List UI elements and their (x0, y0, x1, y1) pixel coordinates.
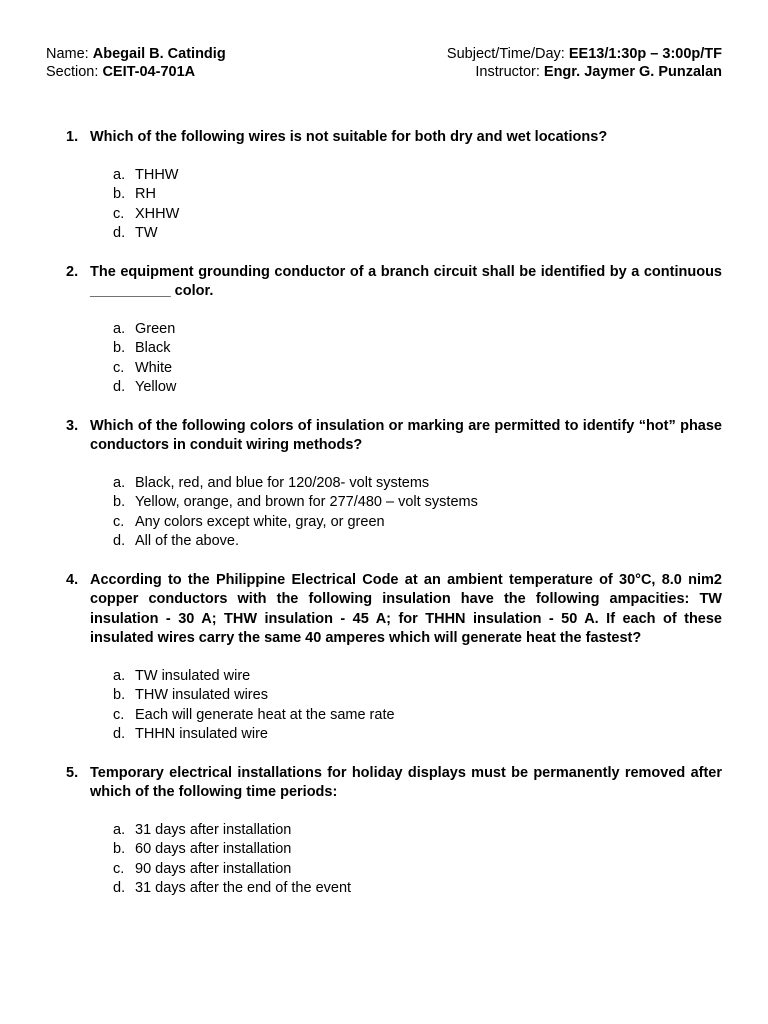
question-number: 4. (66, 571, 79, 588)
answer-option (113, 224, 722, 244)
answer-option (113, 339, 722, 359)
option-letter: b. (113, 186, 126, 202)
question-1 (66, 128, 722, 148)
answer-option (113, 378, 722, 398)
option-text: White (135, 359, 173, 376)
option-text: 60 days after installation (135, 841, 292, 857)
question-list (66, 128, 722, 918)
name-label: Name: (46, 46, 89, 62)
name-value: Abegail B. Catindig (92, 46, 226, 62)
section-label: Section: (46, 64, 99, 80)
option-text: Yellow (135, 379, 177, 395)
option-letter: a. (113, 320, 126, 337)
answer-option (113, 860, 722, 880)
option-letter: a. (113, 474, 126, 491)
answer-option (113, 840, 722, 860)
answer-option (113, 474, 722, 494)
answer-option (113, 185, 722, 205)
option-letter: c. (113, 513, 125, 530)
question-block-2 (66, 263, 722, 398)
option-letter: b. (113, 841, 126, 857)
option-letter: a. (113, 667, 126, 684)
answer-option (113, 821, 722, 841)
question-text: Temporary electrical installations for holiday displays must be permanently removed after which of the following time periods: (90, 764, 722, 800)
answer-option (113, 359, 722, 379)
question-number: 5. (66, 764, 79, 781)
answer-option (113, 532, 722, 552)
answer-options (113, 166, 722, 244)
question-text: According to the Philippine Electrical Code at an ambient temperature of 30°C, 8.0 nim2 copper conductors with the following insulation have the following ampacities: TW insulation - 30 A; THW insulation - 45 A; for THHN insulation - 50 A. If each of these insulated wires carry the same 40 amperes which will generate heat the fastest? (90, 571, 722, 646)
option-letter: d. (113, 726, 126, 742)
student-name (46, 45, 226, 63)
answer-option (113, 667, 722, 687)
option-letter: c. (113, 706, 125, 723)
option-text: THHW (135, 166, 179, 183)
option-letter: d. (113, 880, 126, 896)
question-5 (66, 764, 722, 803)
answer-option (113, 166, 722, 186)
question-text: Which of the following wires is not suitable for both dry and wet locations? (90, 129, 608, 145)
header-row-1 (46, 45, 722, 63)
answer-options (113, 667, 722, 745)
question-block-5 (66, 764, 722, 899)
option-letter: c. (113, 860, 125, 877)
option-text: Each will generate heat at the same rate (135, 706, 395, 723)
answer-options (113, 320, 722, 398)
question-number: 3. (66, 417, 79, 434)
option-text: THHN insulated wire (135, 726, 268, 742)
option-text: Yellow, orange, and brown for 277/480 – volt systems (135, 494, 478, 510)
option-letter: b. (113, 340, 126, 356)
option-text: 31 days after the end of the event (135, 880, 352, 896)
option-text: 31 days after installation (135, 821, 292, 838)
option-letter: c. (113, 359, 125, 376)
question-block-4 (66, 571, 722, 745)
answer-option (113, 706, 722, 726)
question-3 (66, 417, 722, 456)
question-number: 1. (66, 129, 79, 145)
instructor-value: Engr. Jaymer G. Punzalan (543, 64, 722, 80)
subject-value: EE13/1:30p – 3:00p/TF (568, 46, 722, 62)
question-block-1 (66, 128, 722, 244)
option-text: TW insulated wire (135, 667, 251, 684)
document-header (46, 45, 722, 81)
option-text: XHHW (135, 205, 180, 222)
answer-option (113, 513, 722, 533)
option-text: Green (135, 320, 176, 337)
option-text: Black, red, and blue for 120/208- volt systems (135, 474, 430, 491)
answer-options (113, 821, 722, 899)
question-2 (66, 263, 722, 302)
answer-options (113, 474, 722, 552)
question-text: The equipment grounding conductor of a branch circuit shall be identified by a continuous __________ color. (90, 263, 722, 299)
section-value: CEIT-04-701A (102, 64, 196, 80)
instructor-label: Instructor: (475, 64, 540, 80)
student-section (46, 63, 195, 81)
option-text: Any colors except white, gray, or green (135, 513, 385, 530)
answer-option (113, 725, 722, 745)
option-text: THW insulated wires (135, 687, 268, 703)
question-text: Which of the following colors of insulation or marking are permitted to identify “hot” phase conductors in conduit wiring methods? (90, 417, 722, 453)
option-letter: d. (113, 379, 126, 395)
answer-option (113, 879, 722, 899)
answer-option (113, 686, 722, 706)
option-text: All of the above. (135, 533, 239, 549)
option-text: Black (135, 340, 171, 356)
option-letter: a. (113, 166, 126, 183)
question-number: 2. (66, 263, 79, 280)
option-letter: d. (113, 533, 126, 549)
option-letter: b. (113, 494, 126, 510)
subject-label: Subject/Time/Day: (446, 46, 565, 62)
answer-option (113, 320, 722, 340)
subject-time-day (447, 45, 722, 63)
option-text: TW (135, 225, 158, 241)
answer-option (113, 493, 722, 513)
option-text: 90 days after installation (135, 860, 292, 877)
option-letter: c. (113, 205, 125, 222)
option-letter: d. (113, 225, 126, 241)
option-letter: a. (113, 821, 126, 838)
option-letter: b. (113, 687, 126, 703)
question-4 (66, 571, 722, 649)
question-block-3 (66, 417, 722, 552)
answer-option (113, 205, 722, 225)
header-row-2 (46, 63, 722, 81)
instructor (475, 63, 722, 81)
option-text: RH (135, 186, 156, 202)
